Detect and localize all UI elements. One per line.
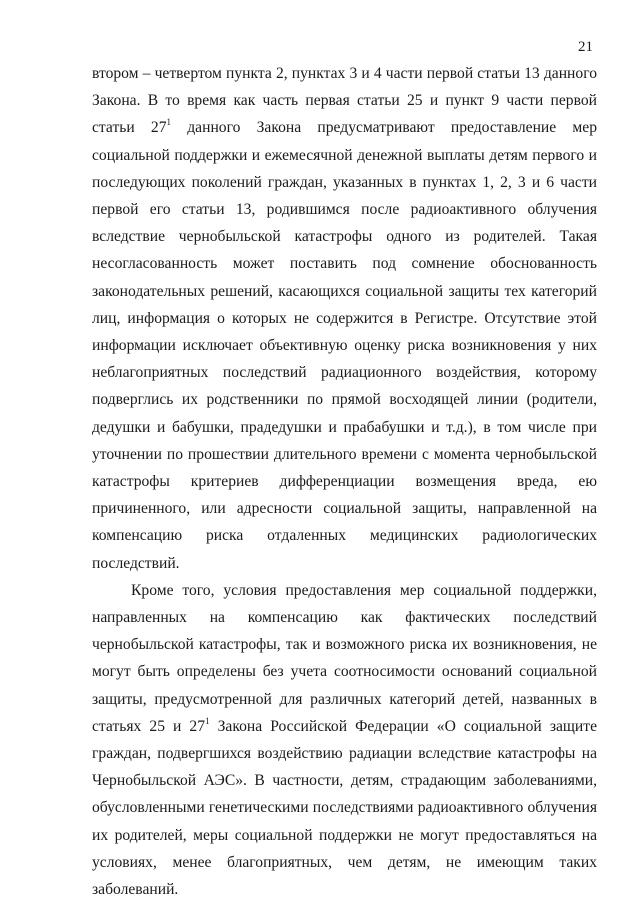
paragraph-1-superscript: 1 [166, 117, 172, 128]
paragraph-2-text-a: Кроме того, условия предоставления мер социальной поддержки, направленных на компенсацию как фактических последствий чернобыльской катастрофы, так и возможного риска их возникновения, не могут быть определены без учета соотносимости оснований социальной защиты, предусмотренной для различных категорий детей, названных в статьях 25 и 27 [92, 581, 597, 735]
page-number: 21 [578, 39, 593, 55]
paragraph-1 [92, 60, 597, 577]
document-body [92, 60, 597, 903]
paragraph-2-text-b: Закона Российской Федерации «О социальной защите граждан, подвергшихся воздействию радиации вследствие катастрофы на Чернобыльской АЭС». В частности, детям, страдающим заболеваниями, обусловленными генетическими последствиями радиоактивного облучения их родителей, меры социальной поддержки не могут предоставляться на условиях, менее благоприятных, чем детям, не имеющим таких заболеваний. [92, 717, 597, 899]
paragraph-1-text-b: данного Закона предусматривают предоставление мер социальной поддержки и ежемесячной денежной выплаты детям первого и последующих поколений граждан, указанных в пунктах 1, 2, 3 и 6 части первой его статьи 13, родившимся после радиоактивного облучения вследствие чернобыльской катастрофы одного из родителей. Такая несогласованность может поставить под сомнение обоснованность законодательных решений, касающихся социальной защиты тех категорий лиц, информация о которых не содержится в Регистре. Отсутствие этой информации исключает объективную оценку риска возникновения у них неблагоприятных последствий радиационного воздействия, которому подверглись их родственники по прямой восходящей линии (родители, дедушки и бабушки, прадедушки и прабабушки и т.д.), в том числе при уточнении по прошествии длительного времени с момента чернобыльской катастрофы критериев дифференциации возмещения вреда, ею причиненного, или адресности социальной защиты, направленной на компенсацию риска отдаленных медицинских радиологических последствий. [92, 119, 597, 572]
paragraph-2 [92, 577, 597, 903]
paragraph-2-superscript: 1 [205, 715, 210, 726]
paragraph-1-text-a: втором – четвертом пункта 2, пунктах 3 и 4 части первой статьи 13 данного Закона. В то время как часть первая статьи 25 и пункт 9 части первой статьи 27 [92, 65, 597, 137]
